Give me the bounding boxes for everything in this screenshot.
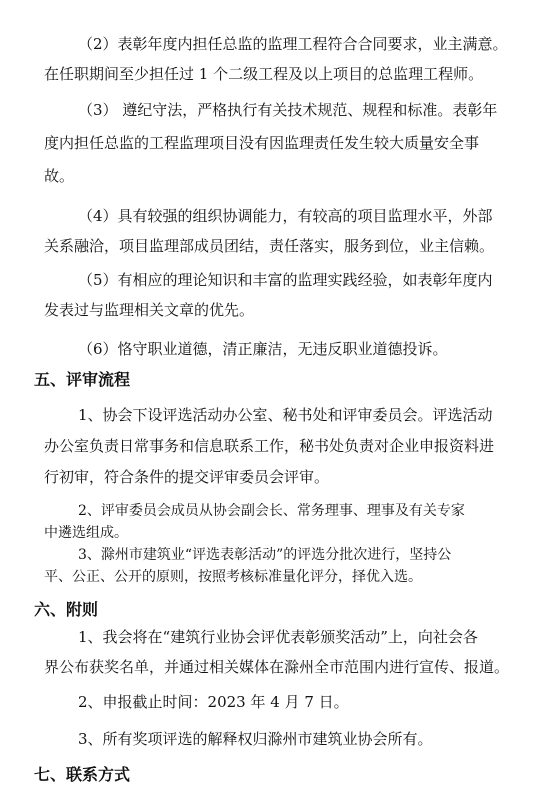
criteria-2-line-2: 在任职期间至少担任过 1 个二级工程及以上项目的总监理工程师。 xyxy=(44,65,484,83)
review-item-1-line-1: 1、协会下设评选活动办公室、秘书处和评审委员会。评选活动 xyxy=(78,406,493,424)
criteria-5-line-1: （5）有相应的理论知识和丰富的监理实践经验，如表彰年度内 xyxy=(78,271,493,289)
criteria-6-line-1: （6）恪守职业道德，清正廉洁，无违反职业道德投诉。 xyxy=(78,340,448,358)
appendix-item-1-line-1: 1、我会将在“建筑行业协会评优表彰颁奖活动”上，向社会各 xyxy=(78,628,478,646)
criteria-2-line-1: （2）表彰年度内担任总监的监理工程符合合同要求，业主满意。 xyxy=(78,35,508,53)
review-item-1-line-2: 办公室负责日常事务和信息联系工作，秘书处负责对企业申报资料进 xyxy=(44,437,495,455)
appendix-item-1-line-2: 界公布获奖名单，并通过相关媒体在滁州全市范围内进行宣传、报道。 xyxy=(44,658,510,676)
criteria-3-line-2: 度内担任总监的工程监理项目没有因监理责任发生较大质量安全事 xyxy=(44,134,480,152)
criteria-4-line-2: 关系融洽，项目监理部成员团结，责任落实，服务到位，业主信赖。 xyxy=(44,237,495,255)
criteria-5-line-2: 发表过与监理相关文章的优先。 xyxy=(44,301,255,319)
criteria-3-line-1: （3） 遵纪守法，严格执行有关技术规范、规程和标准。表彰年 xyxy=(78,101,498,119)
criteria-3-line-3: 故。 xyxy=(44,167,75,185)
appendix-item-3: 3、所有奖项评选的解释权归滁州市建筑业协会所有。 xyxy=(78,730,433,748)
section-7-heading: 七、联系方式 xyxy=(34,765,131,784)
review-item-2-line-1: 2、评审委员会成员从协会副会长、常务理事、理事及有关专家 xyxy=(78,503,465,519)
review-item-3-line-1: 3、滁州市建筑业“评选表彰活动”的评选分批次进行，坚持公 xyxy=(78,547,452,563)
review-item-2-line-2: 中遴选组成。 xyxy=(44,525,128,541)
review-item-3-line-2: 平、公正、公开的原则，按照考核标准量化评分，择优入选。 xyxy=(44,569,422,585)
review-item-1-line-3: 行初审，符合条件的提交评审委员会评审。 xyxy=(44,468,330,486)
appendix-item-2: 2、申报截止时间：2023 年 4 月 7 日。 xyxy=(78,693,349,711)
section-5-heading: 五、评审流程 xyxy=(34,370,131,389)
section-6-heading: 六、附则 xyxy=(34,600,99,619)
criteria-4-line-1: （4）具有较强的组织协调能力，有较高的项目监理水平，外部 xyxy=(78,207,493,225)
